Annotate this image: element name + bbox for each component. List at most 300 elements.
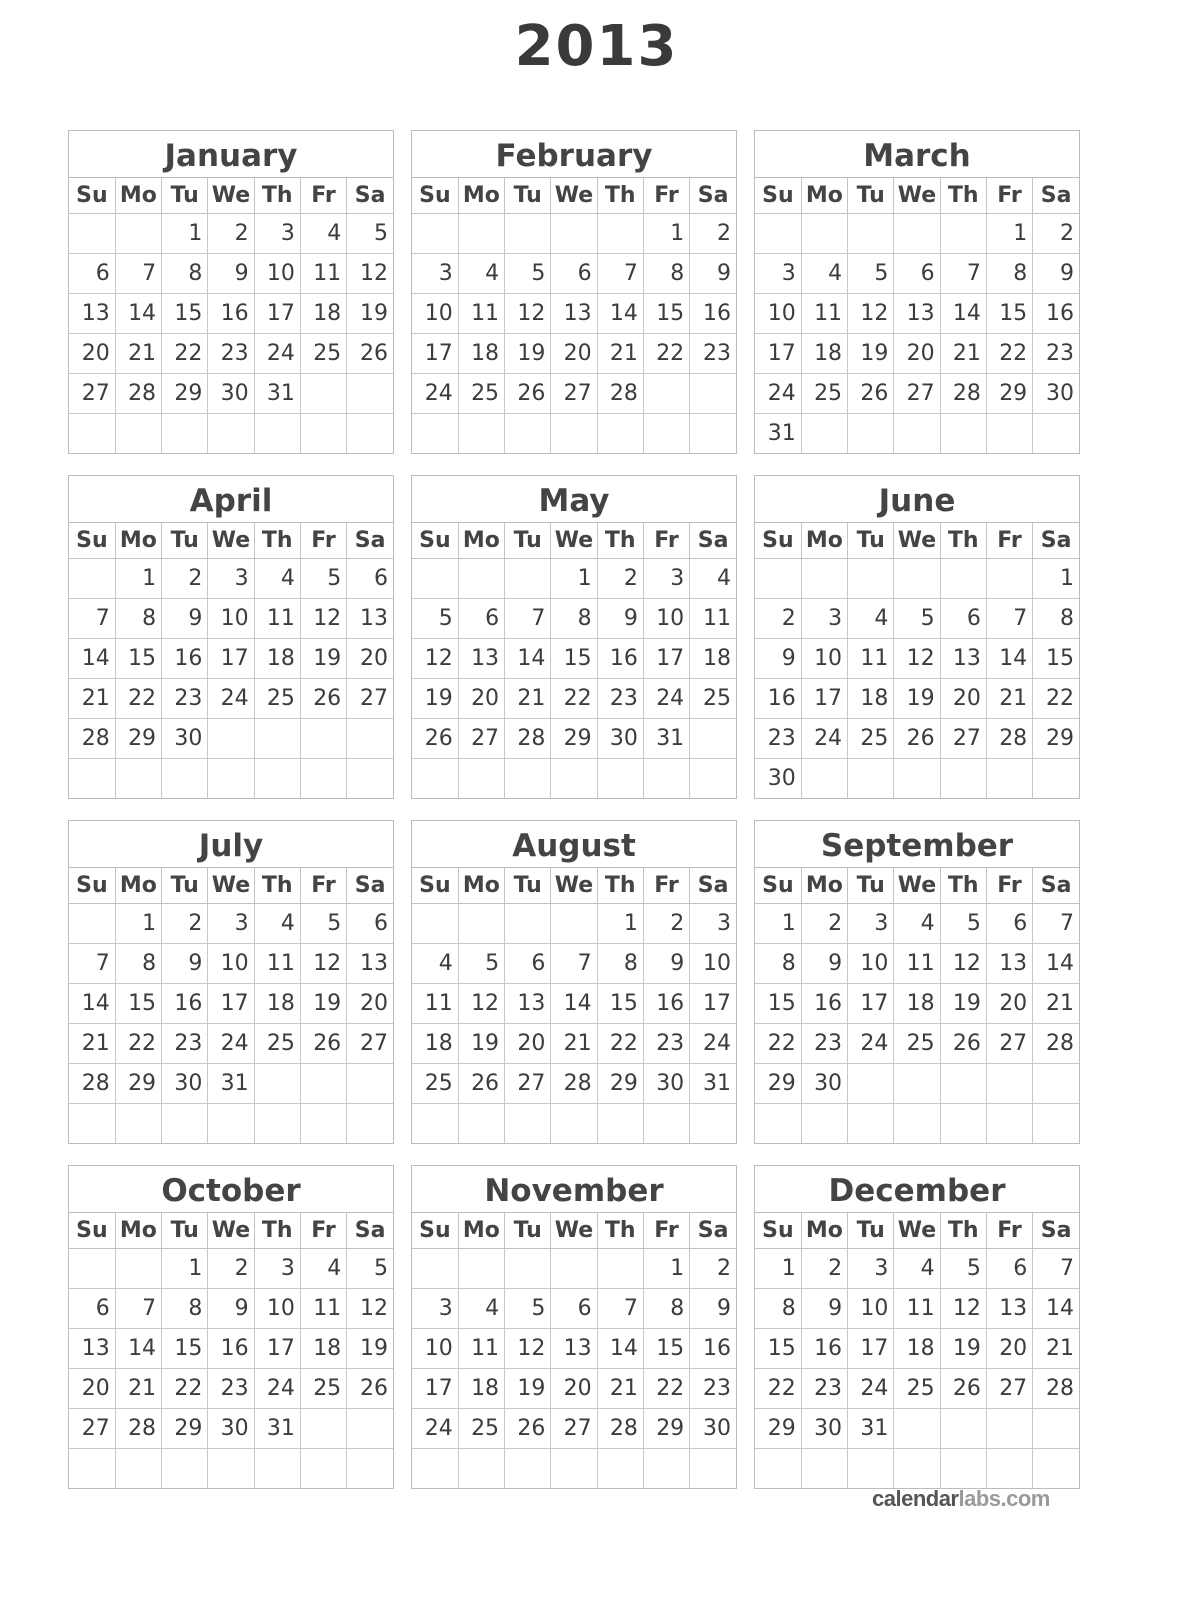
day-cell: 13	[347, 599, 393, 639]
day-cell: 9	[208, 1289, 254, 1329]
week-row	[412, 1369, 736, 1409]
day-cell: 30	[801, 1064, 847, 1104]
day-cell	[162, 414, 208, 454]
month-table	[755, 868, 1079, 1143]
weekday-header: Th	[940, 523, 986, 559]
day-cell: 26	[300, 1024, 346, 1064]
day-cell: 26	[347, 334, 393, 374]
day-cell: 18	[254, 639, 300, 679]
day-cell	[412, 759, 458, 799]
day-cell: 8	[115, 599, 161, 639]
day-cell: 9	[801, 944, 847, 984]
day-cell: 2	[1033, 214, 1079, 254]
day-cell	[254, 1104, 300, 1144]
month-may	[411, 475, 737, 799]
day-cell	[412, 1449, 458, 1489]
day-cell: 24	[690, 1024, 736, 1064]
day-cell: 2	[597, 559, 643, 599]
month-name: March	[755, 131, 1079, 178]
day-cell	[347, 1064, 393, 1104]
weekday-header: Th	[597, 1213, 643, 1249]
week-row	[69, 1329, 393, 1369]
day-cell	[801, 559, 847, 599]
day-cell: 13	[986, 944, 1032, 984]
day-cell: 4	[458, 254, 504, 294]
day-cell: 18	[300, 294, 346, 334]
day-cell: 23	[690, 334, 736, 374]
day-cell: 15	[643, 294, 689, 334]
day-cell: 14	[597, 294, 643, 334]
day-cell	[801, 414, 847, 454]
weekday-header: Sa	[690, 523, 736, 559]
day-cell	[115, 759, 161, 799]
day-cell: 20	[551, 334, 597, 374]
day-cell: 25	[848, 719, 894, 759]
day-cell: 29	[755, 1409, 801, 1449]
day-cell: 12	[940, 944, 986, 984]
weekday-header: Th	[254, 868, 300, 904]
day-cell: 3	[208, 904, 254, 944]
day-cell: 30	[597, 719, 643, 759]
day-cell: 28	[597, 374, 643, 414]
day-cell: 27	[940, 719, 986, 759]
day-cell	[300, 414, 346, 454]
week-row	[755, 599, 1079, 639]
day-cell: 6	[551, 1289, 597, 1329]
day-cell: 21	[940, 334, 986, 374]
day-cell: 21	[986, 679, 1032, 719]
weekday-header: Sa	[347, 1213, 393, 1249]
week-row	[755, 254, 1079, 294]
week-row	[69, 1289, 393, 1329]
day-cell: 8	[551, 599, 597, 639]
weekday-header: Tu	[848, 868, 894, 904]
day-cell	[597, 214, 643, 254]
day-cell	[300, 1104, 346, 1144]
month-name: May	[412, 476, 736, 523]
day-cell: 23	[162, 679, 208, 719]
day-cell	[254, 759, 300, 799]
day-cell: 17	[643, 639, 689, 679]
day-cell: 17	[208, 984, 254, 1024]
day-cell: 3	[643, 559, 689, 599]
day-cell	[347, 719, 393, 759]
day-cell: 24	[848, 1024, 894, 1064]
week-row	[69, 1249, 393, 1289]
day-cell: 21	[597, 1369, 643, 1409]
weekday-header: We	[208, 1213, 254, 1249]
day-cell	[1033, 414, 1079, 454]
week-row	[69, 559, 393, 599]
weekday-header: Th	[254, 523, 300, 559]
day-cell: 19	[940, 984, 986, 1024]
month-name: November	[412, 1166, 736, 1213]
day-cell: 8	[115, 944, 161, 984]
day-cell: 12	[505, 1329, 551, 1369]
weekday-header: Sa	[347, 178, 393, 214]
day-cell: 8	[755, 1289, 801, 1329]
weekday-header: Th	[940, 1213, 986, 1249]
week-row	[755, 904, 1079, 944]
weekday-header: Sa	[1033, 178, 1079, 214]
day-cell: 2	[162, 904, 208, 944]
day-cell: 4	[254, 904, 300, 944]
day-cell	[162, 1449, 208, 1489]
day-cell: 28	[115, 1409, 161, 1449]
day-cell	[300, 374, 346, 414]
month-name: September	[755, 821, 1079, 868]
day-cell	[848, 214, 894, 254]
day-cell: 4	[458, 1289, 504, 1329]
weekday-header: We	[551, 178, 597, 214]
week-row	[755, 414, 1079, 454]
brand-logo[interactable]	[872, 1486, 1050, 1512]
day-cell	[551, 1249, 597, 1289]
week-row	[412, 639, 736, 679]
day-cell: 8	[162, 1289, 208, 1329]
day-cell: 2	[690, 1249, 736, 1289]
day-cell: 1	[986, 214, 1032, 254]
day-cell: 28	[505, 719, 551, 759]
day-cell: 14	[551, 984, 597, 1024]
day-cell: 15	[597, 984, 643, 1024]
day-cell	[848, 759, 894, 799]
day-cell: 25	[412, 1064, 458, 1104]
day-cell: 1	[551, 559, 597, 599]
day-cell: 31	[254, 374, 300, 414]
weekday-header: Mo	[458, 523, 504, 559]
weekday-header: Th	[940, 868, 986, 904]
day-cell: 10	[848, 944, 894, 984]
week-row	[69, 1104, 393, 1144]
day-cell: 19	[505, 334, 551, 374]
day-cell: 8	[162, 254, 208, 294]
day-cell: 29	[597, 1064, 643, 1104]
day-cell: 10	[801, 639, 847, 679]
day-cell: 12	[458, 984, 504, 1024]
day-cell: 28	[1033, 1369, 1079, 1409]
month-april	[68, 475, 394, 799]
day-cell: 14	[69, 984, 115, 1024]
day-cell	[940, 1064, 986, 1104]
day-cell: 23	[597, 679, 643, 719]
day-cell: 6	[505, 944, 551, 984]
day-cell: 3	[208, 559, 254, 599]
week-row	[412, 559, 736, 599]
day-cell: 1	[755, 904, 801, 944]
day-cell: 9	[801, 1289, 847, 1329]
day-cell: 18	[412, 1024, 458, 1064]
weekday-header: We	[208, 523, 254, 559]
day-cell: 16	[208, 294, 254, 334]
day-cell: 25	[254, 679, 300, 719]
day-cell: 13	[551, 294, 597, 334]
day-cell	[690, 759, 736, 799]
day-cell: 11	[848, 639, 894, 679]
day-cell: 7	[115, 1289, 161, 1329]
day-cell: 17	[848, 1329, 894, 1369]
week-row	[755, 214, 1079, 254]
day-cell: 4	[894, 904, 940, 944]
day-cell: 3	[412, 254, 458, 294]
day-cell: 2	[801, 1249, 847, 1289]
day-cell: 20	[894, 334, 940, 374]
day-cell: 13	[894, 294, 940, 334]
day-cell	[551, 214, 597, 254]
month-january	[68, 130, 394, 454]
day-cell: 7	[1033, 904, 1079, 944]
day-cell: 16	[208, 1329, 254, 1369]
week-row	[755, 1024, 1079, 1064]
day-cell	[643, 414, 689, 454]
day-cell: 6	[347, 559, 393, 599]
day-cell: 8	[1033, 599, 1079, 639]
weekday-header: Fr	[300, 178, 346, 214]
day-cell	[347, 414, 393, 454]
day-cell: 24	[848, 1369, 894, 1409]
weekday-header: Sa	[690, 1213, 736, 1249]
day-cell: 31	[208, 1064, 254, 1104]
day-cell	[505, 214, 551, 254]
weekday-header: Tu	[848, 1213, 894, 1249]
week-row	[755, 1409, 1079, 1449]
day-cell: 30	[208, 374, 254, 414]
day-cell: 11	[690, 599, 736, 639]
week-row	[755, 1289, 1079, 1329]
day-cell	[505, 904, 551, 944]
day-cell: 31	[848, 1409, 894, 1449]
day-cell: 12	[347, 254, 393, 294]
day-cell	[69, 214, 115, 254]
year-title: 2013	[514, 14, 679, 79]
day-cell: 14	[69, 639, 115, 679]
day-cell: 22	[551, 679, 597, 719]
day-cell	[1033, 1104, 1079, 1144]
day-cell	[300, 759, 346, 799]
day-cell	[69, 1249, 115, 1289]
day-cell: 11	[412, 984, 458, 1024]
week-row	[69, 904, 393, 944]
weekday-header: We	[894, 1213, 940, 1249]
weekday-header: Su	[412, 523, 458, 559]
day-cell: 7	[597, 1289, 643, 1329]
day-cell: 14	[986, 639, 1032, 679]
weekday-header: Tu	[162, 868, 208, 904]
day-cell: 15	[1033, 639, 1079, 679]
day-cell: 25	[894, 1369, 940, 1409]
day-cell	[690, 1104, 736, 1144]
day-cell: 12	[412, 639, 458, 679]
day-cell	[894, 1449, 940, 1489]
day-cell: 19	[300, 984, 346, 1024]
day-cell	[940, 1409, 986, 1449]
day-cell: 10	[254, 1289, 300, 1329]
weekday-header: Su	[755, 178, 801, 214]
day-cell	[690, 414, 736, 454]
day-cell: 13	[69, 294, 115, 334]
week-row	[69, 984, 393, 1024]
month-table	[755, 178, 1079, 453]
weekday-header: We	[894, 178, 940, 214]
month-table	[412, 1213, 736, 1488]
weekday-header: Fr	[643, 1213, 689, 1249]
week-row	[412, 254, 736, 294]
month-table	[69, 523, 393, 798]
day-cell	[300, 1449, 346, 1489]
day-cell	[254, 719, 300, 759]
day-cell	[894, 1064, 940, 1104]
day-cell: 1	[597, 904, 643, 944]
month-november	[411, 1165, 737, 1489]
week-row	[755, 334, 1079, 374]
day-cell: 27	[69, 1409, 115, 1449]
day-cell: 20	[986, 1329, 1032, 1369]
day-cell: 5	[848, 254, 894, 294]
day-cell: 27	[458, 719, 504, 759]
day-cell	[894, 759, 940, 799]
weekday-header: We	[208, 178, 254, 214]
day-cell: 6	[986, 1249, 1032, 1289]
day-cell	[940, 1104, 986, 1144]
day-cell: 25	[690, 679, 736, 719]
day-cell	[347, 374, 393, 414]
day-cell	[940, 414, 986, 454]
day-cell	[755, 214, 801, 254]
day-cell: 6	[986, 904, 1032, 944]
day-cell: 23	[755, 719, 801, 759]
day-cell: 13	[69, 1329, 115, 1369]
day-cell: 31	[690, 1064, 736, 1104]
week-row	[69, 334, 393, 374]
day-cell	[940, 1449, 986, 1489]
day-cell: 16	[801, 984, 847, 1024]
day-cell: 5	[300, 559, 346, 599]
weekday-header: Fr	[986, 523, 1032, 559]
week-row	[755, 759, 1079, 799]
weekday-header: We	[551, 1213, 597, 1249]
weekday-header: Su	[69, 178, 115, 214]
day-cell: 29	[986, 374, 1032, 414]
day-cell	[755, 1449, 801, 1489]
day-cell: 27	[347, 1024, 393, 1064]
day-cell: 21	[505, 679, 551, 719]
day-cell: 28	[115, 374, 161, 414]
brand-part-1: calendar	[872, 1486, 959, 1511]
day-cell: 15	[115, 639, 161, 679]
day-cell: 29	[643, 1409, 689, 1449]
day-cell: 26	[458, 1064, 504, 1104]
day-cell	[505, 1104, 551, 1144]
day-cell: 4	[690, 559, 736, 599]
week-row	[412, 1064, 736, 1104]
day-cell	[597, 1449, 643, 1489]
day-cell: 6	[551, 254, 597, 294]
day-cell: 17	[412, 1369, 458, 1409]
week-row	[412, 1024, 736, 1064]
day-cell	[551, 759, 597, 799]
day-cell: 28	[551, 1064, 597, 1104]
day-cell	[801, 1104, 847, 1144]
day-cell: 17	[755, 334, 801, 374]
day-cell: 15	[986, 294, 1032, 334]
day-cell	[894, 1409, 940, 1449]
day-cell: 11	[254, 944, 300, 984]
day-cell: 26	[940, 1369, 986, 1409]
day-cell: 27	[505, 1064, 551, 1104]
weekday-header: Su	[69, 868, 115, 904]
weekday-header: Sa	[1033, 523, 1079, 559]
day-cell: 26	[894, 719, 940, 759]
day-cell: 28	[69, 1064, 115, 1104]
day-cell: 8	[597, 944, 643, 984]
weekday-header: Mo	[115, 178, 161, 214]
day-cell: 8	[643, 1289, 689, 1329]
day-cell: 1	[643, 214, 689, 254]
weekday-header: Th	[254, 1213, 300, 1249]
day-cell	[208, 719, 254, 759]
day-cell: 7	[1033, 1249, 1079, 1289]
week-row	[69, 1409, 393, 1449]
weekday-header-row	[412, 523, 736, 559]
day-cell	[458, 1104, 504, 1144]
day-cell	[848, 1064, 894, 1104]
month-name: February	[412, 131, 736, 178]
day-cell	[69, 414, 115, 454]
day-cell: 22	[986, 334, 1032, 374]
day-cell: 2	[755, 599, 801, 639]
day-cell: 6	[347, 904, 393, 944]
day-cell	[551, 1104, 597, 1144]
day-cell: 29	[1033, 719, 1079, 759]
day-cell: 5	[458, 944, 504, 984]
day-cell: 9	[690, 254, 736, 294]
day-cell: 29	[551, 719, 597, 759]
weekday-header: Sa	[347, 523, 393, 559]
day-cell: 24	[208, 1024, 254, 1064]
month-february	[411, 130, 737, 454]
weekday-header: Tu	[505, 1213, 551, 1249]
day-cell: 13	[505, 984, 551, 1024]
day-cell: 28	[940, 374, 986, 414]
day-cell	[551, 414, 597, 454]
weekday-header: Su	[412, 1213, 458, 1249]
week-row	[755, 1249, 1079, 1289]
day-cell: 26	[300, 679, 346, 719]
day-cell: 18	[458, 334, 504, 374]
day-cell	[848, 414, 894, 454]
weekday-header: Fr	[986, 1213, 1032, 1249]
day-cell: 17	[801, 679, 847, 719]
day-cell: 28	[986, 719, 1032, 759]
day-cell: 19	[458, 1024, 504, 1064]
day-cell: 25	[801, 374, 847, 414]
month-name: January	[69, 131, 393, 178]
weekday-header-row	[755, 868, 1079, 904]
day-cell: 24	[412, 1409, 458, 1449]
day-cell: 5	[412, 599, 458, 639]
weekday-header: Tu	[505, 523, 551, 559]
day-cell: 25	[894, 1024, 940, 1064]
week-row	[412, 1104, 736, 1144]
weekday-header-row	[412, 1213, 736, 1249]
day-cell	[643, 759, 689, 799]
day-cell	[505, 559, 551, 599]
day-cell: 31	[643, 719, 689, 759]
day-cell: 5	[894, 599, 940, 639]
day-cell	[986, 1064, 1032, 1104]
weekday-header: Fr	[300, 868, 346, 904]
day-cell: 16	[755, 679, 801, 719]
